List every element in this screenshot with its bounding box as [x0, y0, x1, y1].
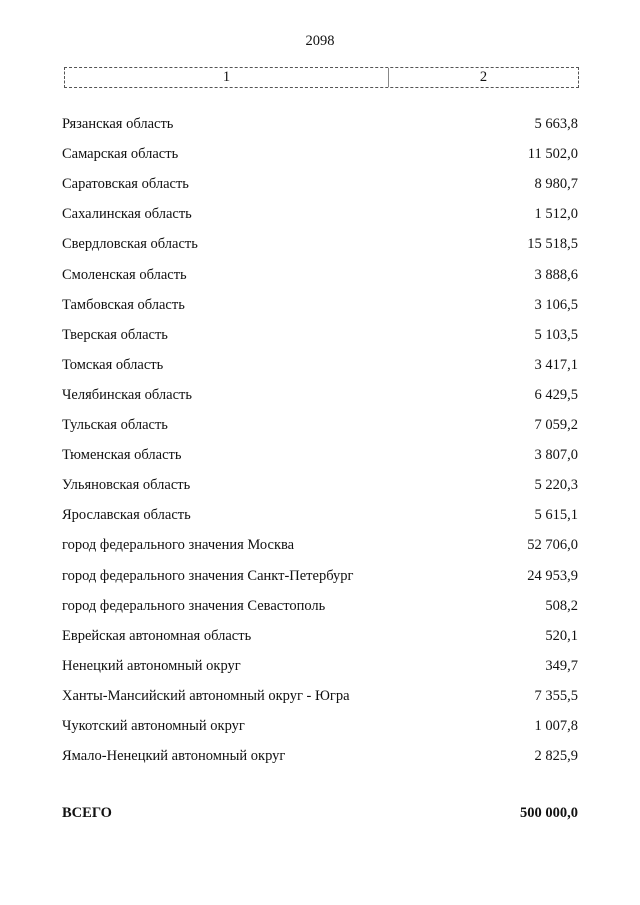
total-label: ВСЕГО — [62, 805, 112, 821]
region-value: 5 220,3 — [534, 477, 578, 494]
region-value: 349,7 — [545, 657, 578, 674]
region-name: Тюменская область — [62, 447, 182, 464]
table-row — [62, 686, 578, 706]
region-name: Чукотский автономный округ — [62, 718, 245, 734]
table-row — [62, 626, 578, 646]
region-value: 5 615,1 — [534, 507, 578, 524]
region-name: Тверская область — [62, 326, 168, 343]
region-name: Саратовская область — [62, 176, 189, 193]
table-row — [62, 174, 578, 194]
region-name: Томская область — [62, 356, 164, 373]
region-value: 1 512,0 — [534, 206, 578, 223]
region-name: Ненецкий автономный округ — [62, 657, 241, 674]
table-row — [62, 114, 578, 134]
table-row — [62, 415, 578, 435]
region-value: 3 106,5 — [534, 296, 578, 313]
region-name: Тульская область — [62, 417, 168, 433]
header-col-1: 1 — [65, 68, 389, 87]
region-name: город федерального значения Севастополь — [62, 597, 326, 614]
table-row — [62, 475, 578, 495]
table-header — [64, 67, 579, 88]
region-name: Самарская область — [62, 146, 179, 163]
table-row — [62, 505, 578, 525]
region-name: Свердловская область — [62, 236, 198, 253]
region-value: 508,2 — [545, 597, 578, 614]
table-row — [62, 596, 578, 616]
region-value: 2 825,9 — [534, 748, 578, 765]
region-value: 24 953,9 — [527, 567, 578, 584]
table-row — [62, 445, 578, 465]
region-name: город федерального значения Санкт-Петербург — [62, 567, 354, 584]
table-row — [62, 355, 578, 375]
total-value: 500 000,0 — [520, 805, 578, 821]
region-name: Сахалинская область — [62, 206, 192, 223]
region-name: Рязанская область — [62, 116, 174, 132]
region-name: Ямало-Ненецкий автономный округ — [62, 748, 286, 765]
table-row — [62, 295, 578, 315]
table-row — [62, 234, 578, 254]
region-value: 3 417,1 — [534, 356, 578, 373]
region-value: 7 355,5 — [534, 687, 578, 704]
table-row — [62, 535, 578, 555]
region-value: 3 888,6 — [534, 266, 578, 283]
region-name: Смоленская область — [62, 266, 187, 283]
region-value: 520,1 — [545, 627, 578, 644]
table-row — [62, 325, 578, 345]
header-col-2: 2 — [479, 69, 488, 85]
region-value: 11 502,0 — [527, 146, 578, 163]
region-value: 7 059,2 — [534, 417, 578, 433]
region-value: 6 429,5 — [534, 386, 578, 403]
region-value: 8 980,7 — [534, 176, 578, 193]
table-row — [62, 144, 578, 164]
region-value: 5 663,8 — [534, 116, 578, 132]
region-name: Ульяновская область — [62, 477, 191, 494]
region-name: Челябинская область — [62, 386, 192, 403]
region-value: 15 518,5 — [527, 236, 578, 253]
table-row — [62, 716, 578, 736]
region-value: 5 103,5 — [534, 326, 578, 343]
region-value: 52 706,0 — [527, 537, 578, 554]
region-name: Тамбовская область — [62, 296, 185, 313]
table-row — [62, 385, 578, 405]
table-row — [62, 204, 578, 224]
region-name: Еврейская автономная область — [62, 627, 252, 644]
table-row — [62, 265, 578, 285]
region-value: 3 807,0 — [534, 447, 578, 464]
table-row — [62, 566, 578, 586]
table-row — [62, 656, 578, 676]
page-number: 2098 — [305, 33, 335, 49]
region-value: 1 007,8 — [534, 718, 578, 734]
total-row — [62, 803, 578, 823]
region-name: Ярославская область — [62, 507, 191, 524]
table-row — [62, 746, 578, 766]
region-name: город федерального значения Москва — [62, 537, 295, 554]
region-name: Ханты-Мансийский автономный округ - Югра — [62, 687, 350, 704]
